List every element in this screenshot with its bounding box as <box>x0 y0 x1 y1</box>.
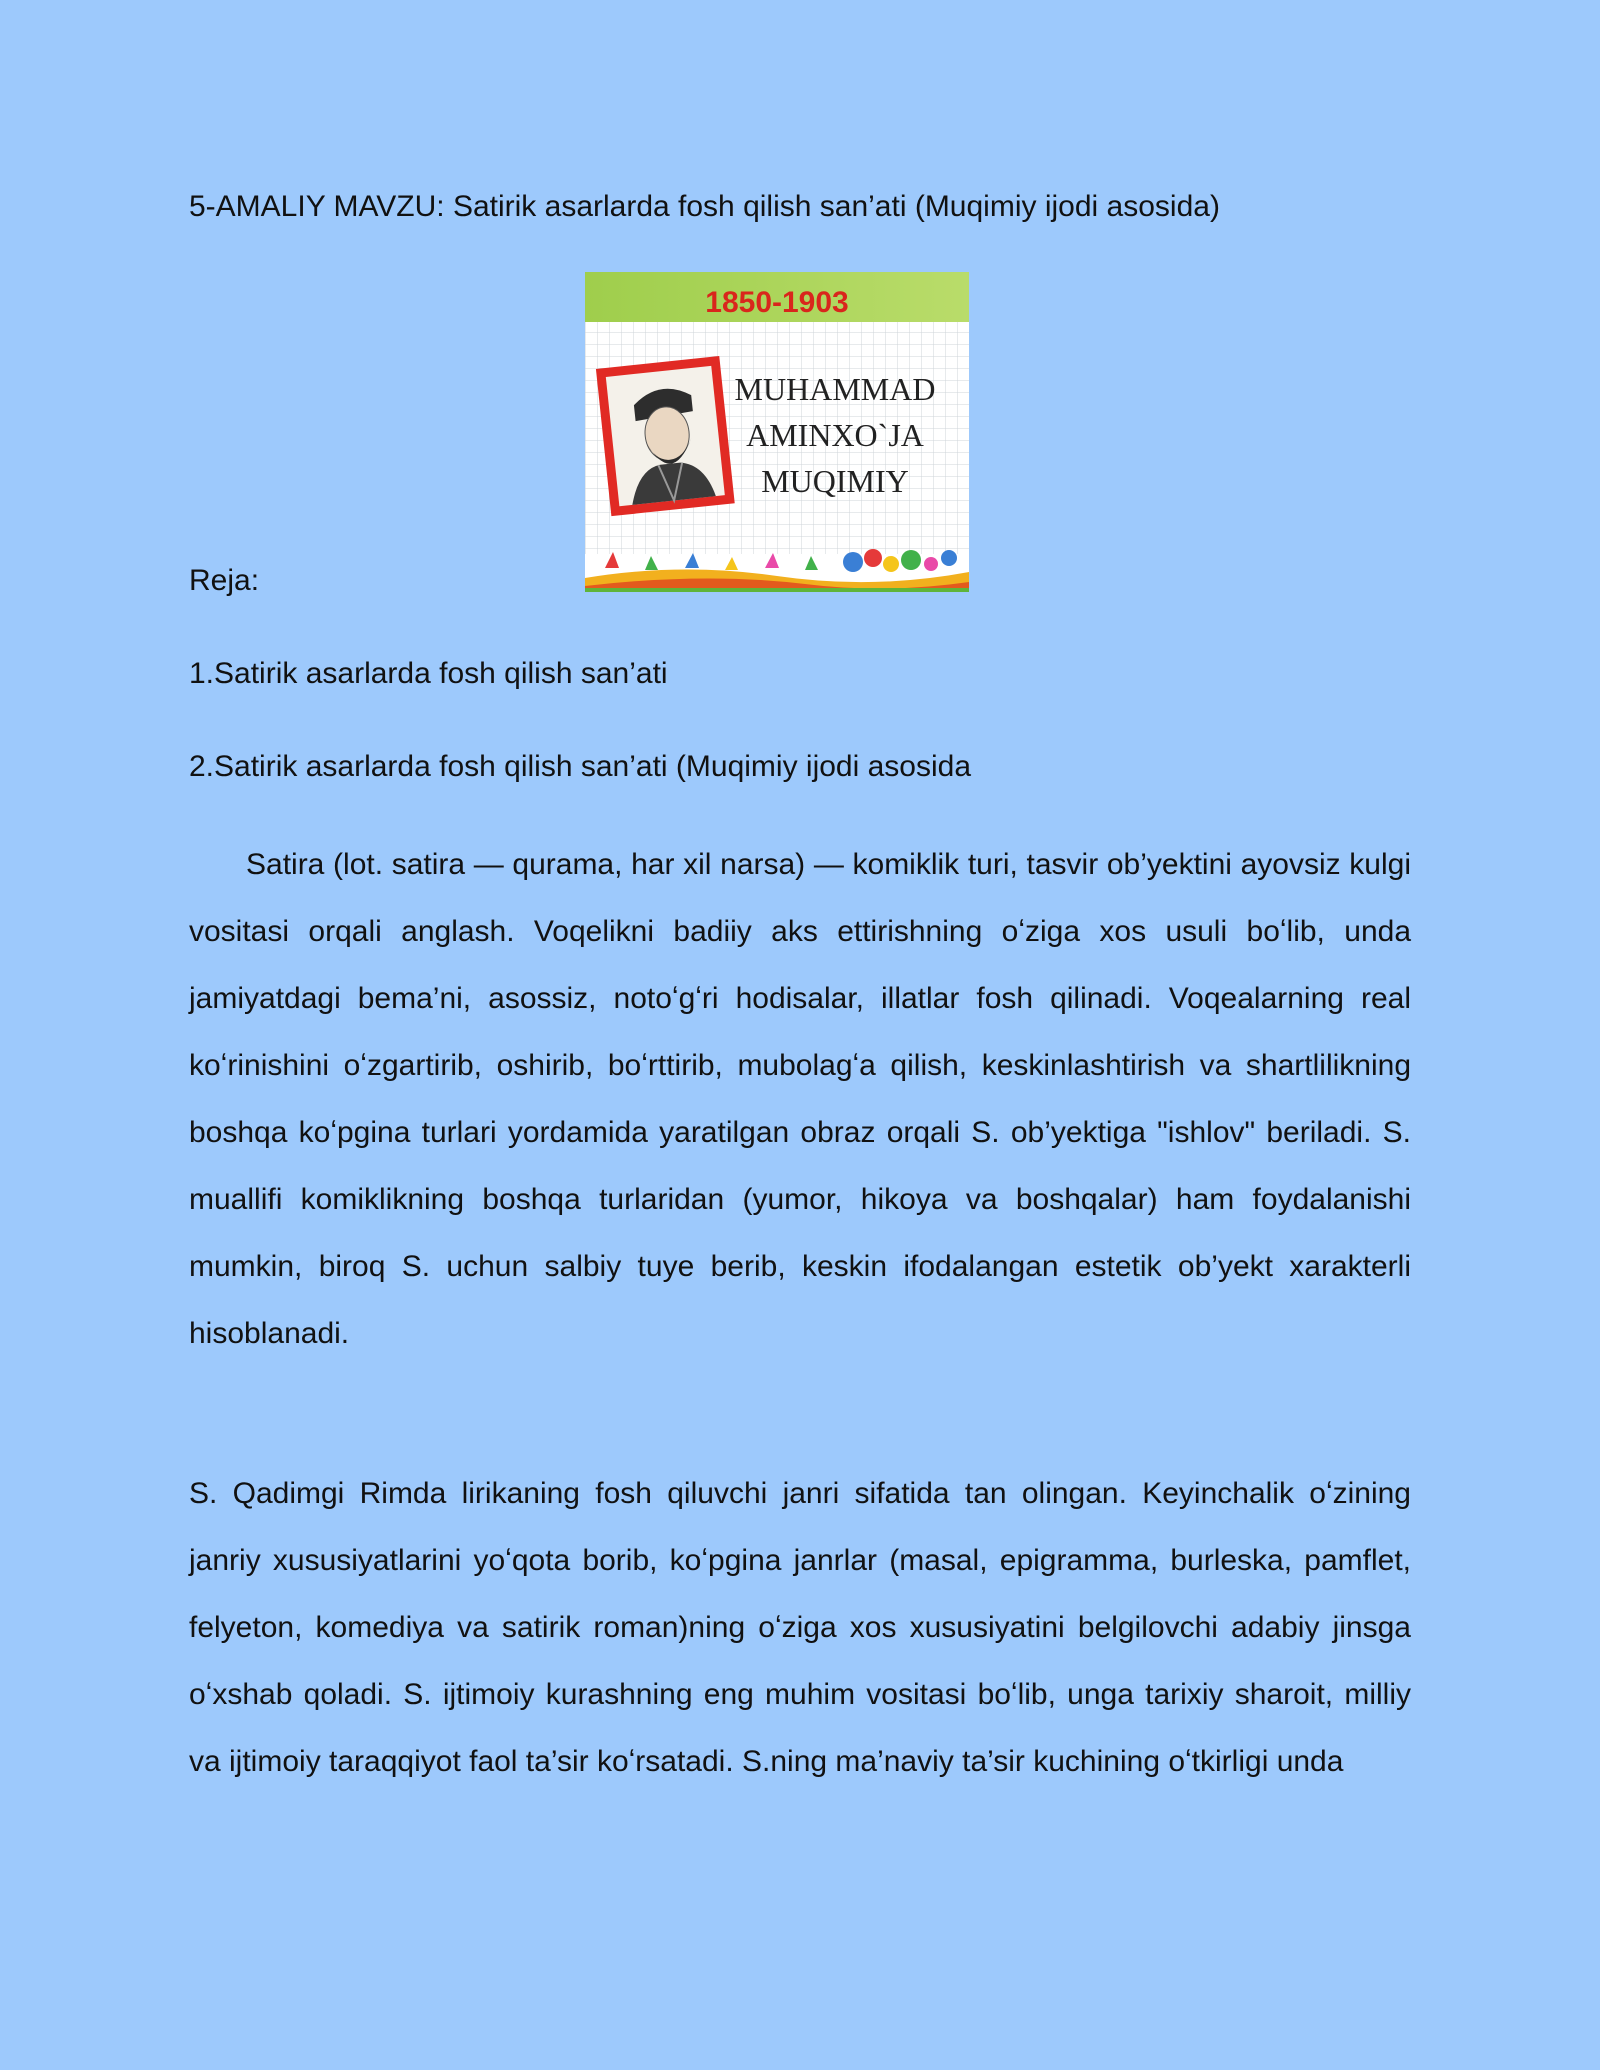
portrait-name-line1: MUHAMMAD <box>734 371 936 407</box>
body-paragraph: S. Qadimgi Rimda lirikaning fosh qiluvchi janri sifatida tan olingan. Keyinchalik oʻzining janriy xususiyatlarini yoʻqota borib, koʻpgina janrlar (masal, epigramma, burleska, pamflet, felyeton, komediya va satirik roman)ning oʻziga xos xususiyatini belgilovchi adabiy jinsga oʻxshab qoladi. S. ijtimoiy kurashning eng muhim vositasi boʻlib, unga tarixiy sharoit, milliy va ijtimoiy taraqqiyot faol ta’sir koʻrsatadi. S.ning ma’naviy ta’sir kuchining oʻtkirligi unda <box>189 1477 1411 1778</box>
plan-item: 2.Satirik asarlarda fosh qilish san’ati (Muqimiy ijodi asosida <box>189 750 972 783</box>
body-paragraph: Satira (lot. satira — qurama, har xil narsa) — komiklik turi, tasvir ob’yektini ayovsiz kulgi vositasi orqali anglash. Voqelikni badiiy aks ettirishning oʻziga xos usuli boʻlib, unda jamiyatdagi bema’ni, asossiz, notoʻgʻri hodisalar, illatlar fosh qilinadi. Voqealarning real koʻrinishini oʻzgartirib, oshirib, boʻrttirib, mubolagʻa qilish, keskinlashtirish va shartlilikning boshqa koʻpgina turlari yordamida yaratilgan obraz orqali S. ob’yektiga "ishlov" beriladi. S. muallifi komiklikning boshqa turlaridan (yumor, hikoya va boshqalar) ham foydalanishi mumkin, biroq S. uchun salbiy tuye berib, keskin ifodalangan estetik ob’yekt xarakterli hisoblanadi. <box>189 848 1411 1350</box>
portrait-name-line2: AMINXO`JA <box>746 417 924 453</box>
document-title: 5-AMALIY MAVZU: Satirik asarlarda fosh qilish san’ati (Muqimiy ijodi asosida) <box>189 190 1220 223</box>
portrait-name-line3: MUQIMIY <box>761 463 909 499</box>
plan-heading: Reja: <box>189 564 260 597</box>
muqimiy-portrait-image <box>585 272 969 592</box>
plan-item: 1.Satirik asarlarda fosh qilish san’ati <box>189 657 668 690</box>
portrait-years: 1850-1903 <box>705 286 849 319</box>
